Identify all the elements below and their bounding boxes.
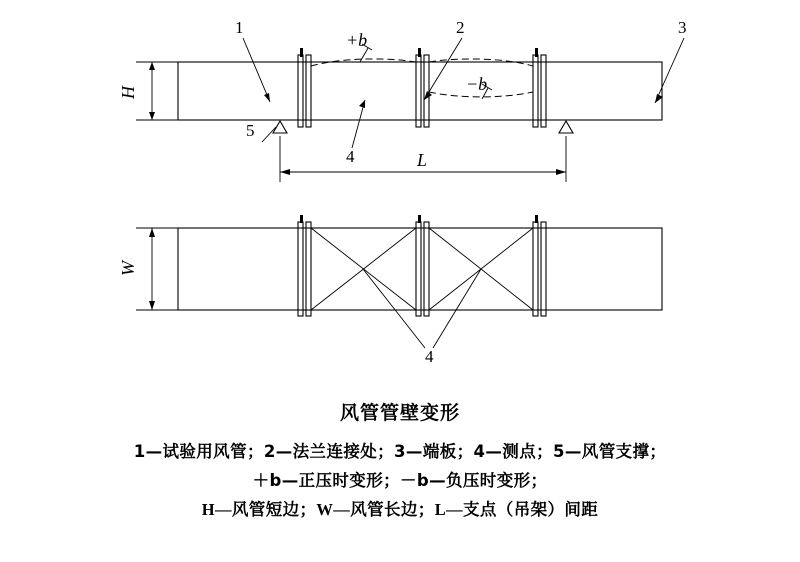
duct-body-side (178, 62, 662, 120)
flange-plate-top-3b (541, 222, 546, 316)
flange-plate-3b (541, 55, 546, 127)
figure-legend-line-2: ＋b—正压时变形；－b—负压时变形； (252, 471, 548, 490)
duct-body-top (178, 228, 662, 310)
leader-4-top-b (433, 269, 481, 348)
flange-plate-top-1a (298, 222, 303, 316)
support-right (559, 121, 573, 133)
arrowhead-1 (264, 93, 270, 102)
flange-joint-top-1 (298, 215, 311, 316)
leader-3 (655, 38, 684, 103)
dimension-label-L: L (417, 150, 428, 170)
callout-plus-b: +b (346, 30, 368, 50)
flange-plate-top-2a (416, 222, 421, 316)
flange-bolt-top-2 (418, 215, 421, 223)
elevation-view (118, 18, 687, 182)
arrow-W-bottom (149, 301, 155, 310)
flange-joint-top-3 (533, 215, 546, 316)
arrowhead-4-side (359, 100, 365, 108)
figure-legend-line-3: H—风管短边；W—风管长边；L—支点（吊架）间距 (201, 500, 599, 519)
callout-1: 1 (235, 18, 244, 37)
flange-plate-top-1b (306, 222, 311, 316)
flange-plate-1a (298, 55, 303, 127)
dimension-label-H: H (118, 86, 138, 99)
callout-4-side: 4 (346, 147, 355, 166)
plan-view (118, 215, 662, 366)
flange-bolt-3 (535, 48, 538, 57)
arrow-L-right (556, 169, 566, 175)
flange-bolt-2 (418, 48, 421, 57)
flange-joint-top-2 (416, 215, 429, 316)
figure-caption-block (0, 398, 800, 524)
callout-2: 2 (456, 18, 465, 37)
flange-bolt-top-3 (535, 215, 538, 223)
dimension-label-W: W (118, 261, 138, 276)
flange-joint-2 (416, 48, 429, 127)
callout-3: 3 (678, 18, 687, 37)
arrow-H-bottom (149, 112, 155, 120)
leader-1 (243, 38, 270, 102)
flange-bolt-top-1 (300, 215, 303, 223)
arrow-W-top (149, 228, 155, 237)
flange-bolt-1 (300, 48, 303, 57)
arrow-L-left (280, 169, 290, 175)
dimension-H (136, 62, 196, 120)
figure-legend-line-1: 1—试验用风管；2—法兰连接处；3—端板；4—测点；5—风管支撑； (133, 442, 667, 461)
flange-joint-3 (533, 48, 546, 127)
callout-4-top: 4 (425, 347, 434, 366)
flange-plate-2a (416, 55, 421, 127)
flange-plate-1b (306, 55, 311, 127)
flange-joint-1 (298, 48, 311, 127)
flange-plate-3a (533, 55, 538, 127)
flange-plate-top-3a (533, 222, 538, 316)
flange-plate-2b (424, 55, 429, 127)
support-left (273, 121, 287, 133)
flange-plate-top-2b (424, 222, 429, 316)
arrow-H-top (149, 62, 155, 70)
leader-5 (262, 127, 276, 142)
callout-minus-b: −b (466, 74, 488, 94)
leader-2 (424, 38, 462, 100)
dimension-W (136, 228, 196, 310)
callout-5: 5 (246, 121, 255, 140)
figure-title: 风管管壁变形 (339, 402, 460, 424)
